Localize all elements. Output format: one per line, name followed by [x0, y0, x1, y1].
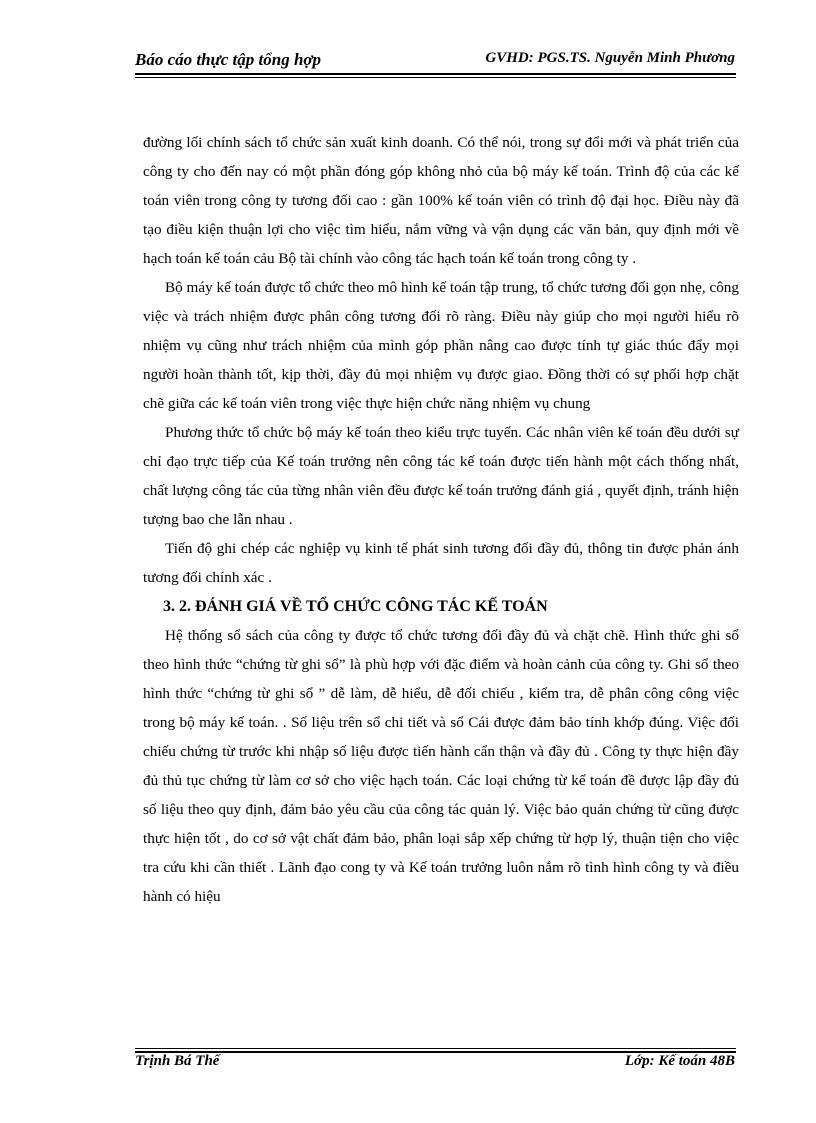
footer-author: Trịnh Bá Thế — [135, 1053, 220, 1069]
paragraph-accounting-apparatus: Bộ máy kế toán được tổ chức theo mô hình kế toán tập trung, tổ chức tương đối gọn nhẹ, công việc và trách nhiệm được phân công tương đối rõ ràng. Điều này giúp cho mọi người hiểu rõ nhiệm vụ cũng như trách nhiệm của mình góp phần nâng cao được tính tự giác thúc đẩy mọi người hoàn thành tốt, kịp thời, đầy đủ mọi nhiệm vụ được giao. Đồng thời có sự phối hợp chặt chẽ giữa các kế toán viên trong việc thực hiện chức năng nhiệm vụ chung — [143, 279, 739, 412]
footer-rule-thin — [135, 1048, 736, 1049]
paragraph-bookkeeping-system: Hệ thống sổ sách của công ty được tổ chức tương đối đầy đủ và chặt chẽ. Hình thức ghi sổ theo hình thức “chứng từ ghi sổ” là phù hợp với đặc điểm và hoàn cảnh của công ty. Ghi sổ theo hình thức “chứng từ ghi sổ ” dễ làm, dễ hiểu, dễ đối chiếu , kiểm tra, dễ phân công công việc trong bộ máy kế toán. . Số liệu trên sổ chi tiết và sổ Cái được đảm bảo tính khớp đúng. Việc đối chiếu chứng từ trước khi nhập số liệu được tiến hành cẩn thận và đầy đủ . Công ty thực hiện đầy đủ thủ tục chứng từ làm cơ sở cho việc hạch toán. Các loại chứng từ kế toán đề được lập đầy đủ số liệu theo quy định, đảm bảo yêu cầu của công tác quản lý. Việc bảo quản chứng từ cũng được thực hiện tốt , do cơ sở vật chất đảm bảo, phân loại sắp xếp chứng từ hợp lý, thuận tiện cho việc tra cứu khi cần thiết . Lãnh đạo cong ty và Kế toán trưởng luôn nắm rõ tình hình công ty và điều hành có hiệu — [143, 627, 739, 905]
footer-class: Lớp: Kế toán 48B — [624, 1053, 735, 1069]
paragraph-continued: đường lối chính sách tổ chức sản xuất kinh doanh. Có thể nói, trong sự đổi mới và phát triển của công ty cho đến nay có một phần đóng góp không nhỏ của bộ máy kế toán. Trình độ của các kế toán viên trong công ty tương đối cao : gần 100% kế toán viên có trình độ đại học. Điều này đã tạo điều kiện thuận lợi cho việc tìm hiểu, nắm vững và vận dụng các văn bản, quy định mới về hạch toán kế toán cảu Bộ tài chính vào công tác hạch toán kế toán trong công ty . — [143, 134, 739, 267]
paragraph-organization-method: Phương thức tổ chức bộ máy kế toán theo kiểu trực tuyến. Các nhân viên kế toán đều dưới sự chỉ đạo trực tiếp của Kế toán trưởng nên công tác kế toán được tiến hành một cách thống nhất, chất lượng công tác của từng nhân viên đều được kế toán trưởng đánh giá , quyết định, tránh hiện tượng bao che lẫn nhau . — [143, 424, 739, 528]
page-header — [135, 50, 735, 72]
header-rule-thin — [135, 77, 736, 78]
header-advisor: GVHD: PGS.TS. Nguyễn Minh Phương — [485, 50, 735, 66]
page-body — [143, 128, 739, 911]
header-report-title: Báo cáo thực tập tổng hợp — [135, 50, 322, 69]
section-heading: 3. 2. ĐÁNH GIÁ VỀ TỔ CHỨC CÔNG TÁC KẾ TOÁN — [163, 598, 548, 615]
paragraph-recording-progress: Tiến độ ghi chép các nghiệp vụ kinh tế phát sinh tương đối đầy đủ, thông tin được phản ánh tương đối chính xác . — [143, 540, 739, 586]
header-rule-thick — [135, 73, 736, 75]
page-footer — [135, 1053, 735, 1075]
